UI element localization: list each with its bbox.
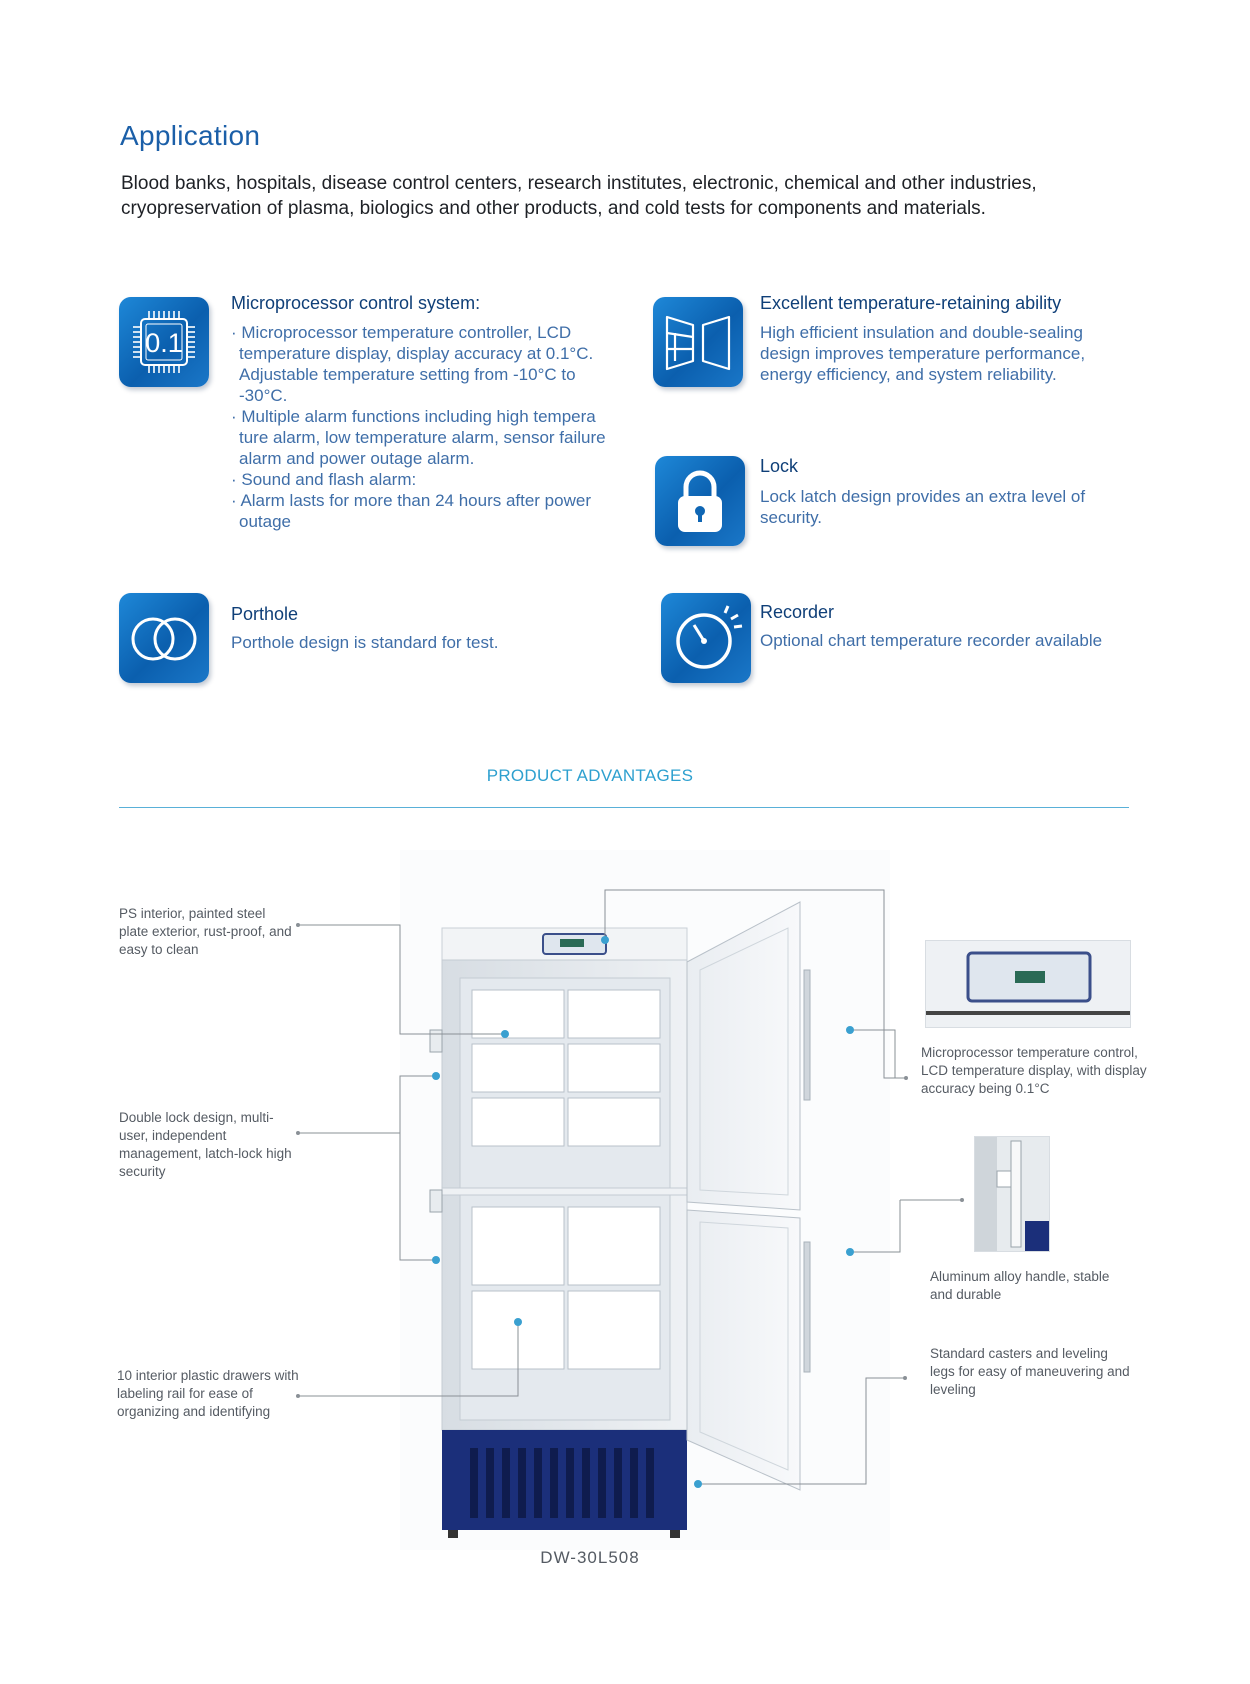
callout-casters: Standard casters and leveling legs for easy of maneuvering and leveling — [930, 1346, 1130, 1397]
lock-text: Lock latch design provides an extra level of security. — [760, 487, 1086, 527]
callout-lock: Double lock design, multi-user, independent management, latch-lock high security — [119, 1110, 292, 1179]
porthole-text: Porthole design is standard for test. — [231, 633, 499, 652]
callout-handle: Aluminum alloy handle, stable and durable — [930, 1269, 1110, 1302]
model-number: DW-30L508 — [540, 1548, 640, 1567]
callout-drawers: 10 interior plastic drawers with labeling rail for ease of organizing and identifying — [117, 1368, 299, 1419]
control-panel-closeup — [925, 940, 1131, 1028]
microprocessor-bullet: · Multiple alarm functions including high tempera ture alarm, low temperature alarm, sensor failure alarm and power outage alarm. — [231, 407, 606, 468]
callout-interior: PS interior, painted steel plate exterior, rust-proof, and easy to clean — [119, 906, 292, 957]
recorder-text: Optional chart temperature recorder available — [760, 631, 1103, 650]
application-title: Application — [120, 120, 261, 151]
microprocessor-title: Microprocessor control system: — [231, 293, 481, 313]
lock-title: Lock — [760, 456, 799, 476]
chip-icon-text: 0.1 — [145, 328, 183, 358]
microprocessor-bullet: · Microprocessor temperature controller, LCD temperature display, display accuracy at 0.1°C. Adjustable temperature setting from -10°C to -30°C. — [231, 323, 594, 405]
callout-controller: Microprocessor temperature control, LCD temperature display, with display accuracy being 0.1°C — [921, 1045, 1147, 1096]
microprocessor-bullet: · Alarm lasts for more than 24 hours after power outage — [231, 491, 591, 531]
temperature-text: High efficient insulation and double-sealing design improves temperature performance, energy efficiency, and system reliability. — [760, 323, 1086, 384]
application-text: Blood banks, hospitals, disease control centers, research institutes, electronic, chemical and other industries, cryopreservation of plasma, biologics and other products, and cold tests for components and materials. — [121, 173, 1037, 219]
porthole-title: Porthole — [231, 604, 299, 624]
microprocessor-bullet: · Sound and flash alarm: — [231, 470, 417, 489]
product-advantages-title: PRODUCT ADVANTAGES — [486, 766, 694, 785]
recorder-title: Recorder — [760, 602, 835, 622]
temperature-title: Excellent temperature-retaining ability — [760, 293, 1062, 313]
handle-closeup — [974, 1136, 1050, 1252]
